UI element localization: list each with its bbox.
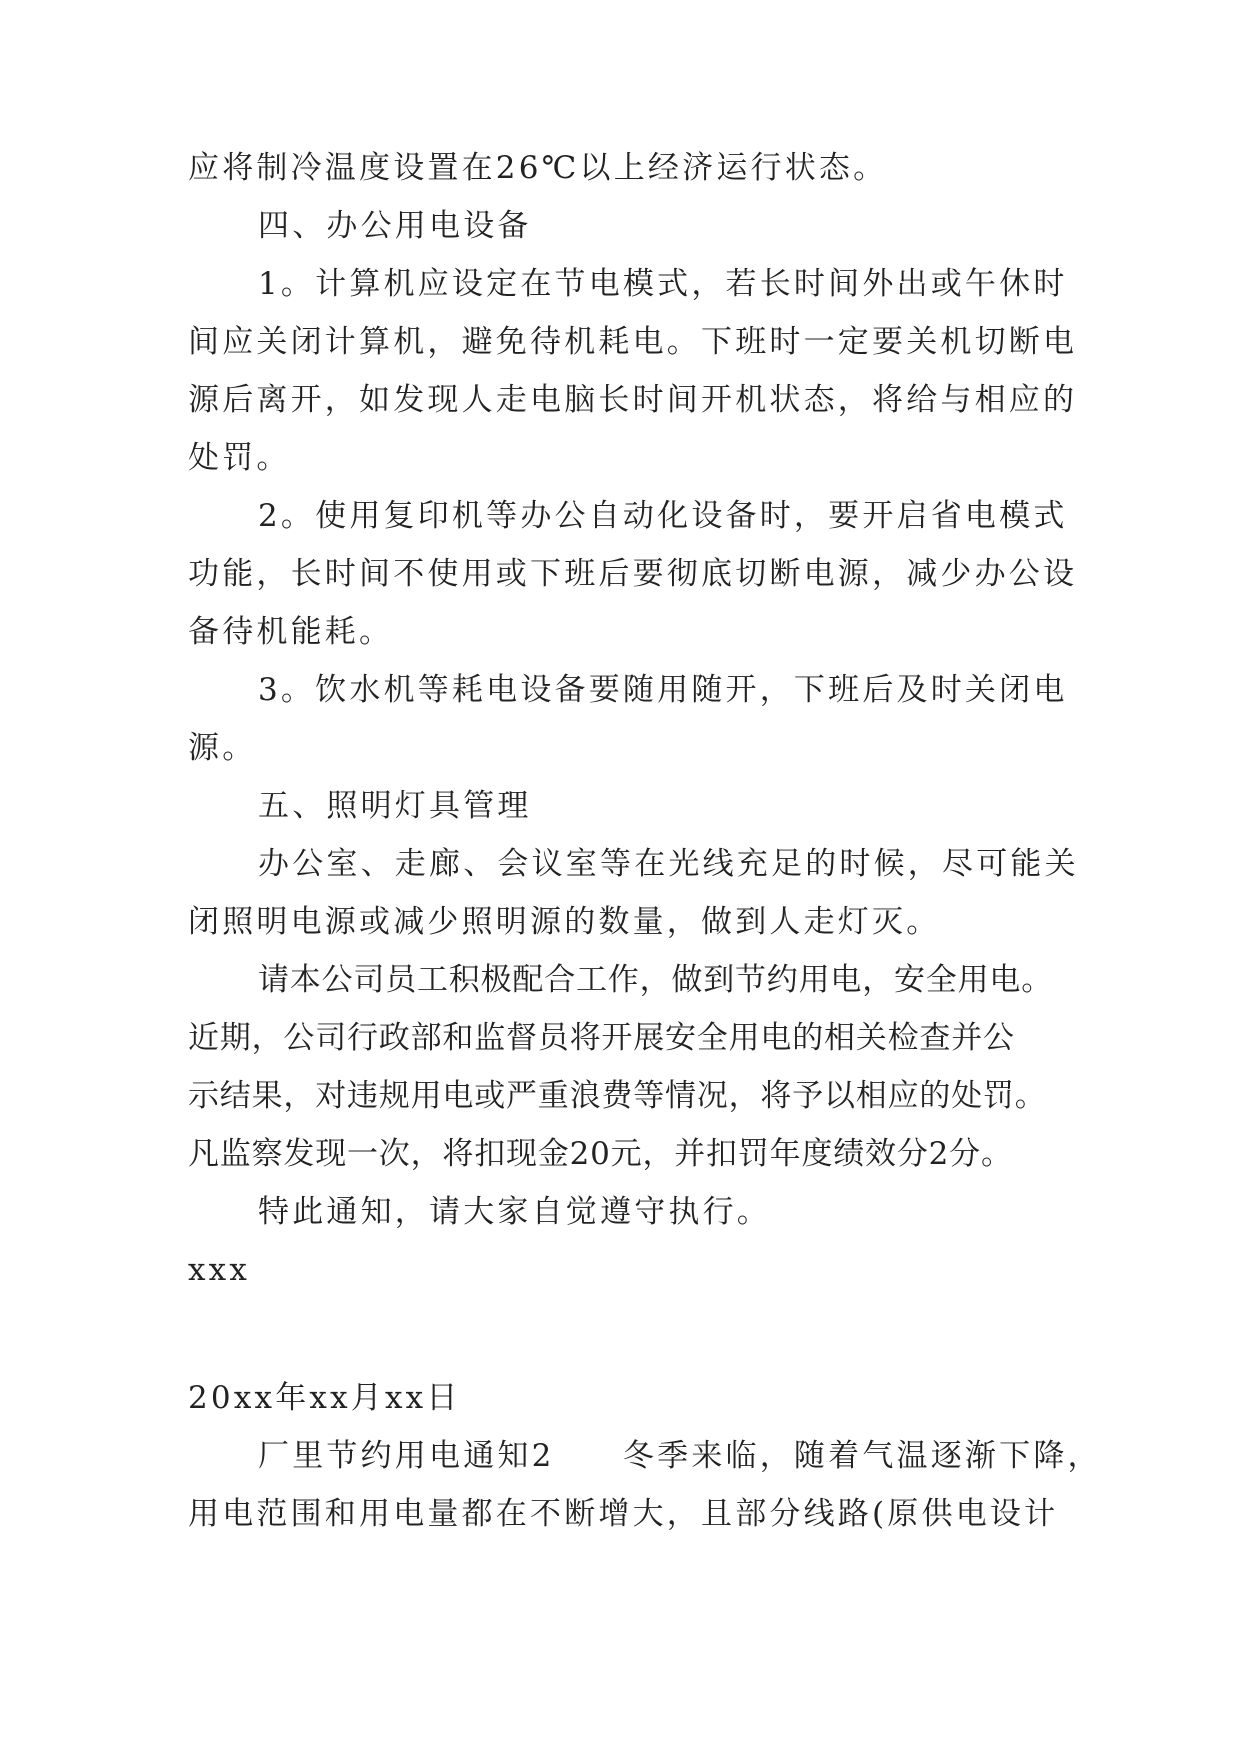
text-line: 请本公司员工积极配合工作，做到节约用电，安全用电。 [258, 962, 1053, 998]
text-line: 特此通知，请大家自觉遵守执行。 [258, 1194, 771, 1230]
section-heading: 五、照明灯具管理 [258, 788, 532, 824]
signature: xxx [188, 1252, 251, 1288]
text-line: 用电范围和用电量都在不断增大，且部分线路(原供电设计 [188, 1496, 1059, 1532]
date-line: 20xx年xx月xx日 [188, 1380, 461, 1416]
text-line: 源。 [188, 730, 257, 766]
text-line: 厂里节约用电通知2 冬季来临，随着气温逐渐下降， [258, 1438, 1102, 1474]
text-line: 1。计算机应设定在节电模式，若长时间外出或午休时 [258, 266, 1068, 302]
text-line: 闭照明电源或减少照明源的数量，做到人走灯灭。 [188, 904, 941, 940]
text-line: 功能，长时间不使用或下班后要彻底切断电源，减少办公设 [188, 556, 1078, 592]
text-line: 办公室、走廊、会议室等在光线充足的时候，尽可能关 [258, 846, 1079, 882]
text-line: 备待机能耗。 [188, 614, 394, 650]
text-line: 处罚。 [188, 440, 291, 476]
text-line: 近期，公司行政部和监督员将开展安全用电的相关检查并公 [188, 1020, 1015, 1056]
text-line: 3。饮水机等耗电设备要随用随开，下班后及时关闭电 [258, 672, 1068, 708]
text-line: 源后离开，如发现人走电脑长时间开机状态，将给与相应的 [188, 382, 1078, 418]
text-line: 间应关闭计算机，避免待机耗电。下班时一定要关机切断电 [188, 324, 1078, 360]
text-line: 2。使用复印机等办公自动化设备时，要开启省电模式 [258, 498, 1068, 534]
text-line: 应将制冷温度设置在26℃以上经济运行状态。 [188, 150, 888, 186]
section-heading: 四、办公用电设备 [258, 208, 532, 244]
text-line: 凡监察发现一次，将扣现金20元，并扣罚年度绩效分2分。 [188, 1136, 1013, 1172]
text-line: 示结果，对违规用电或严重浪费等情况，将予以相应的处罚。 [188, 1078, 1047, 1114]
